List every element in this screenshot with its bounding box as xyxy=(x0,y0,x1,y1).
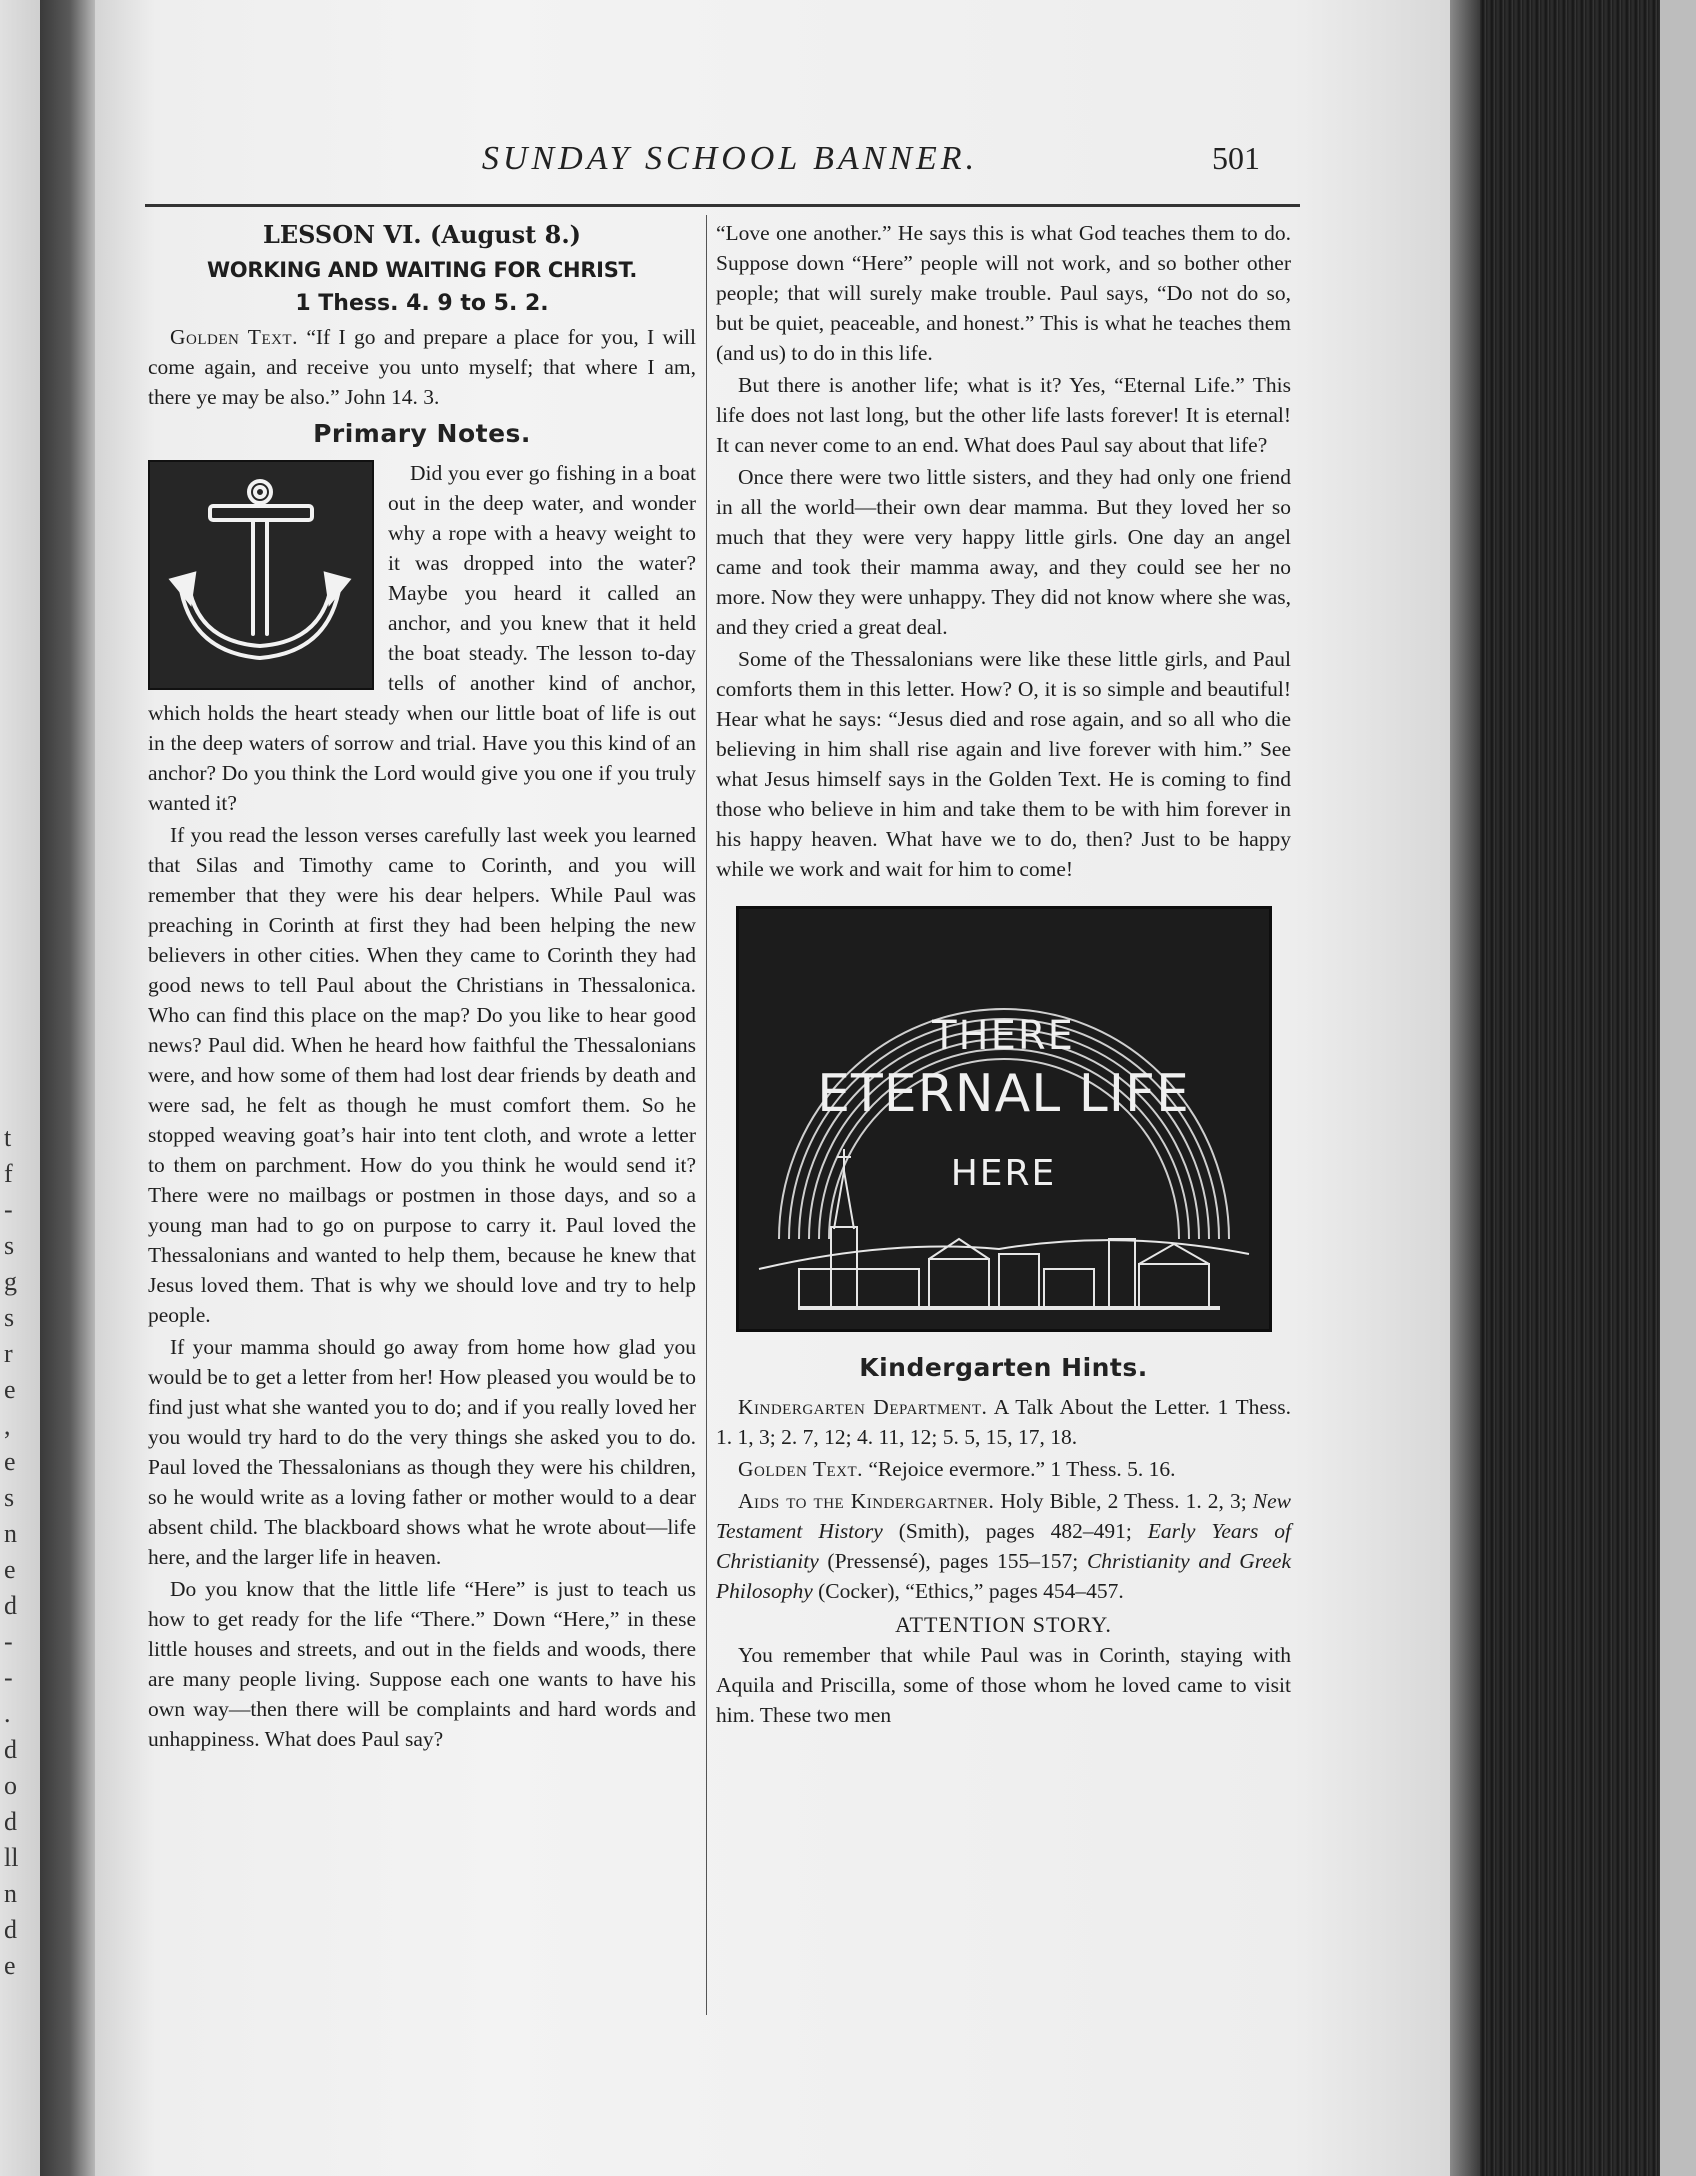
previous-page-char: s xyxy=(4,1231,15,1260)
aids-part-3: (Pressensé), pages 155–157; xyxy=(827,1549,1079,1573)
left-column xyxy=(148,218,696,1756)
book-edge-shadow xyxy=(1450,0,1480,2176)
previous-page-char: d xyxy=(4,1591,17,1620)
primary-notes-paragraph-2: If you read the lesson verses carefully last week you learned that Silas and Timothy came to Corinth, and you will remember that they were his dear helpers. While Paul was preaching in Corinth at first they had been helping the new believers in other cities. When they came to Corinth they had good news to tell Paul about the Christians in Thessalonica. Who can find this place on the map? Do you like to hear good news? Paul did. When he heard how faithful the Thessalonians were, and how some of them had lost dear friends by death and were sad, he felt as though he must comfort them. So he stopped weaving goat’s hair into tent cloth, and wrote a letter to them on parchment. How do you think he would send it? There were no mailbags or postmen in those days, and so a young man had to go on purpose to carry it. Paul loved the Thessalonians and wanted to help them, because he knew that Jesus loved them. That is why we should love and try to help people. xyxy=(148,823,696,1327)
previous-page-char: f xyxy=(4,1159,13,1188)
previous-page-char: ll xyxy=(4,1843,19,1872)
page-number: 501 xyxy=(1212,140,1260,176)
primary-notes-paragraph-1: Did you ever go fishing in a boat out in the deep water, and wonder why a rope with a heavy weight to it was dropped into the water? Maybe you heard it called an anchor, and you knew that it held the boat steady. The lesson to-day tells of another kind of anchor, which holds the heart steady when our little boat of life is out in the deep waters of sorrow and trial. Have you this kind of an anchor? Do you think the Lord would give you one if you truly wanted it? xyxy=(148,461,696,815)
lesson-title: LESSON VI. (August 8.) xyxy=(262,220,582,249)
previous-page-char: . xyxy=(4,1699,11,1728)
previous-page-char: e xyxy=(4,1447,16,1476)
aids-part-4: (Cocker), “Ethics,” pages 454–457. xyxy=(818,1579,1124,1603)
previous-page-char: n xyxy=(4,1519,17,1548)
kindergarten-department-label: Kindergarten Department. xyxy=(738,1395,988,1419)
continued-paragraph-2: But there is another life; what is it? Yes, “Eternal Life.” This life does not last long, but the other life lasts forever! It is eternal! It can never come to an end. What does Paul say about that life? xyxy=(716,373,1291,457)
aids-book-3: Christianity and Greek Philosophy xyxy=(716,1549,1292,1603)
previous-page-char: - xyxy=(4,1195,13,1224)
header-rule xyxy=(145,204,1300,207)
previous-page-char: e xyxy=(4,1375,16,1404)
previous-page-char: o xyxy=(4,1771,17,1800)
aids-part-1: Holy Bible, 2 Thess. 1. 2, 3; xyxy=(1000,1489,1247,1513)
anchor-icon xyxy=(150,462,372,688)
primary-notes-paragraph-3: If your mamma should go away from home how glad you would be to get a letter from her! How pleased you would be to find just what she wanted you to do; and if you really loved her you would try hard to do the very things she asked you to do. Paul loved the Thessalonians as though they were his children, so he would write as a loving father or mother would to a dear absent child. The blackboard shows what he wrote about—life here, and the larger life in heaven. xyxy=(148,1335,696,1569)
kindergarten-golden-body: “Rejoice evermore.” 1 Thess. 5. 16. xyxy=(868,1457,1176,1481)
previous-page-char: r xyxy=(4,1339,13,1368)
right-column xyxy=(716,218,1291,1732)
lesson-subtitle: WORKING AND WAITING FOR CHRIST. xyxy=(206,258,638,282)
kindergarten-golden-label: Golden Text. xyxy=(738,1457,864,1481)
previous-page-char: t xyxy=(4,1123,12,1152)
kindergarten-aids xyxy=(716,1486,1291,1606)
lesson-reference: 1 Thess. 4. 9 to 5. 2. xyxy=(295,291,549,316)
kindergarten-department-text: A Talk About the Letter. 1 Thess. 1. 1, 3; 2. 7, 12; 4. 11, 12; 5. 5, 15, 17, 18. xyxy=(716,1395,1291,1449)
primary-notes-heading: Primary Notes. xyxy=(313,419,531,448)
previous-page-char: n xyxy=(4,1879,17,1908)
running-head: SUNDAY SCHOOL BANNER. xyxy=(481,140,979,177)
previous-page-char: s xyxy=(4,1303,15,1332)
previous-page-char: d xyxy=(4,1735,17,1764)
blackboard-illustration xyxy=(736,906,1272,1332)
continued-paragraph-3: Once there were two little sisters, and they had only one friend in all the world—their own dear mamma. But they loved her so much that they were very happy little girls. One day an angel came and took their mamma away, and they could see her no more. Now they were unhappy. They did not know where she was, and they cried a great deal. xyxy=(716,465,1291,639)
golden-text-label: Golden Text. xyxy=(170,325,298,349)
aids-book-1: New Testament History xyxy=(716,1489,1291,1543)
kindergarten-golden-text xyxy=(716,1454,1291,1484)
previous-page-characters xyxy=(4,1120,34,1984)
blackboard-eternal-life: ETERNAL LIFE xyxy=(817,1064,1190,1124)
previous-page-char: s xyxy=(4,1483,15,1512)
previous-page-char: e xyxy=(4,1555,16,1584)
previous-page-char: d xyxy=(4,1915,17,1944)
continued-paragraph-4: Some of the Thessalonians were like these little girls, and Paul comforts them in this letter. How? O, it is so simple and beautiful! Hear what he says: “Jesus died and rose again, and so all who die believing in him shall rise again and live forever with him.” See what Jesus himself says in the Golden Text. He is coming to find those who believe in him and take them to be with him forever in his happy heaven. What have we to do, then? Just to be happy while we work and wait for him to come! xyxy=(716,647,1291,881)
anchor-illustration xyxy=(148,460,374,690)
golden-text-body: “If I go and prepare a place for you, I will come again, and receive you unto myself; that where I am, there ye may be also.” John 14. 3. xyxy=(148,325,697,409)
attention-story-heading: ATTENTION STORY. xyxy=(895,1612,1112,1637)
previous-page-char: - xyxy=(4,1663,13,1692)
previous-page-char: - xyxy=(4,1627,13,1656)
previous-page-char: , xyxy=(4,1411,11,1440)
kindergarten-aids-label: Aids to the Kindergartner. xyxy=(738,1489,995,1513)
continued-paragraph-1: “Love one another.” He says this is what God teaches them to do. Suppose down “Here” people will not work, and so bother other people; that will surely make trouble. Paul says, “Do not do so, but be quiet, peaceable, and honest.” This is what he teaches them (and us) to do in this life. xyxy=(716,221,1291,365)
previous-page-char: e xyxy=(4,1951,16,1980)
column-rule xyxy=(706,215,707,2015)
book-edge-background xyxy=(1660,0,1696,2176)
blackboard-here: HERE xyxy=(950,1153,1057,1194)
aids-book-2: Early Years of Christianity xyxy=(716,1519,1292,1573)
golden-text xyxy=(148,322,696,412)
aids-part-2: (Smith), pages 482–491; xyxy=(898,1519,1132,1543)
attention-story-text: You remember that while Paul was in Corinth, staying with Aquila and Priscilla, some of those whom he loved came to visit him. These two men xyxy=(716,1643,1291,1727)
kindergarten-department xyxy=(716,1392,1291,1452)
previous-page-char: d xyxy=(4,1807,17,1836)
kindergarten-heading: Kindergarten Hints. xyxy=(859,1353,1148,1382)
previous-page-char: g xyxy=(4,1267,17,1296)
blackboard-there: THERE xyxy=(932,1013,1075,1059)
primary-notes-paragraph-4: Do you know that the little life “Here” is just to teach us how to get ready for the life “There.” Down “Here,” in these little houses and streets, and out in the fields and woods, there are many people living. Suppose each one wants to have his own way—then there will be complaints and hard words and unhappiness. What does Paul say? xyxy=(148,1577,696,1751)
